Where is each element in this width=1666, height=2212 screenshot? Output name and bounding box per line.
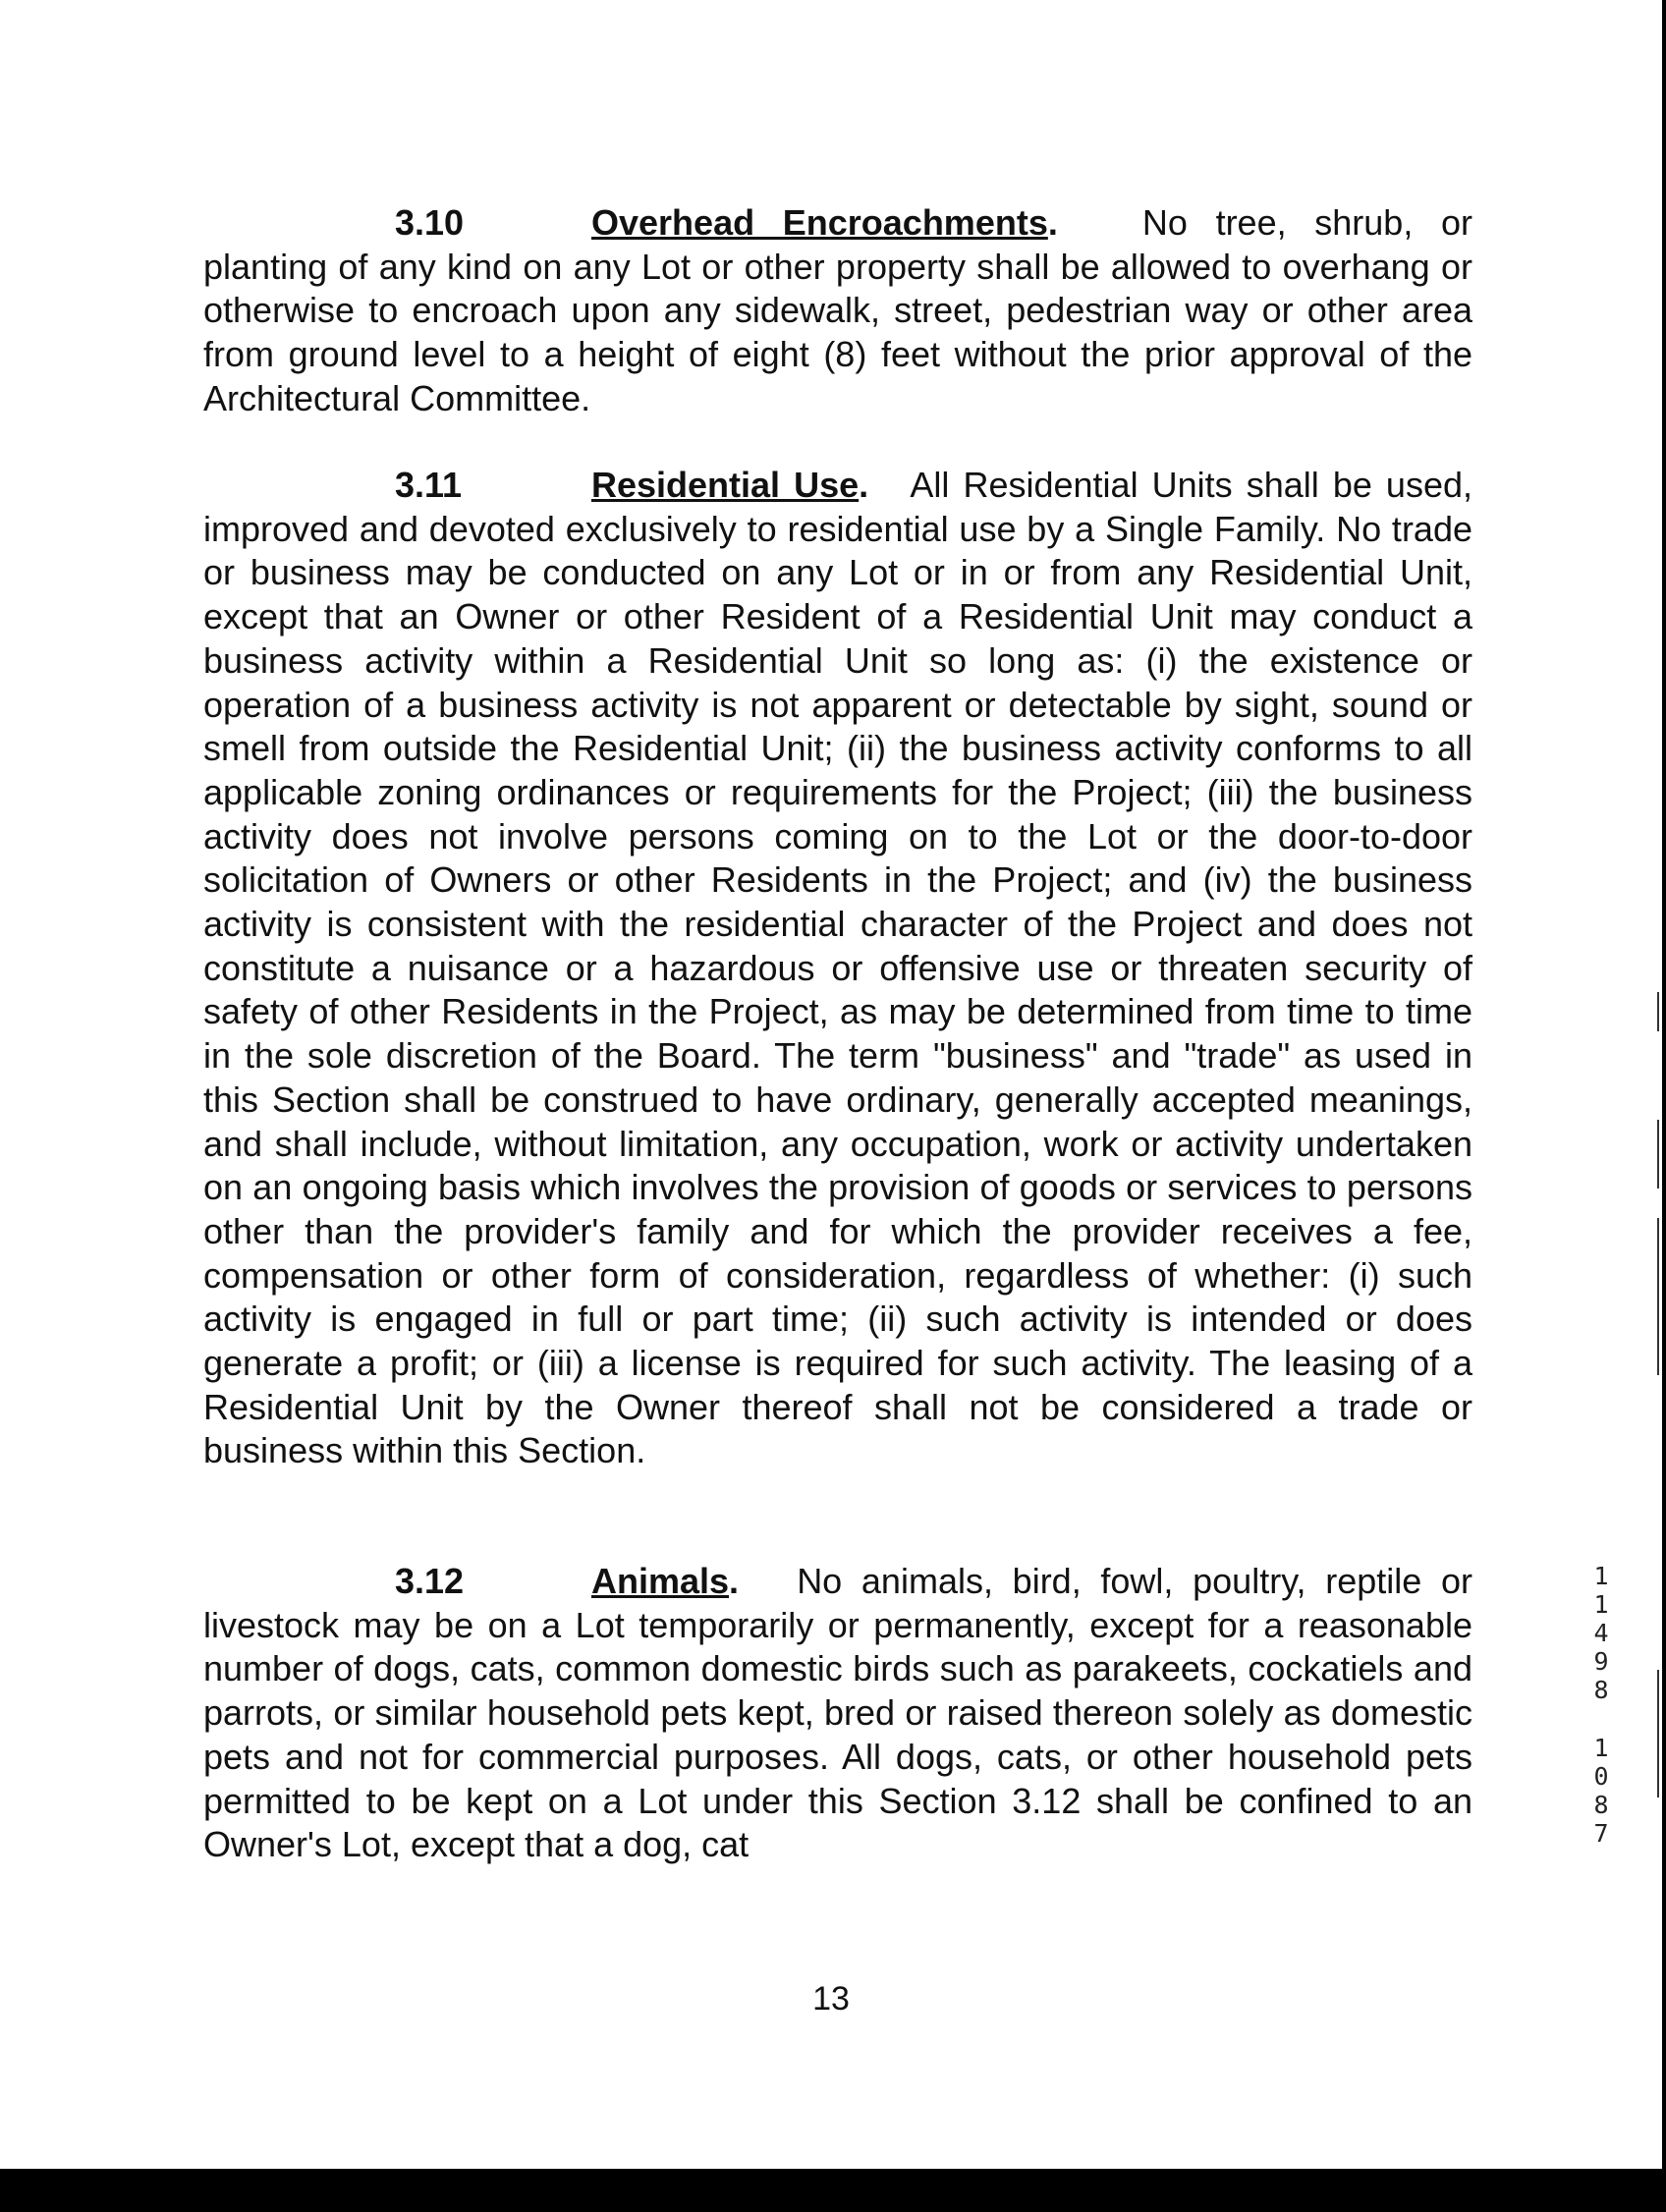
stamp-digit: 1 [1593,1734,1609,1762]
section-body: No tree, shrub, or planting of any kind on any Lot or other property shall be allowed to overhang or otherwise to encroach upon any sidewalk, street, pedestrian way or other area from ground level to a height of eight (8) feet without the prior approval of the Architectural Committee. [203,202,1473,418]
section-paragraph: 3.12 Animals. No animals, bird, fowl, poultry, reptile or livestock may be on a Lot temporarily or permanently, except for a reasonable number of dogs, cats, common domestic birds such as parakeets, cockatiels and parrots, or similar household pets kept, bred or raised thereon solely as domestic pets and not for commercial purposes. All dogs, cats, or other household pets permitted to be kept on a Lot under this Section 3.12 shall be confined to an Owner's Lot, except that a dog, cat [203,1561,1472,1865]
section-title: Residential Use [591,465,860,505]
section-number: 3.12 [395,1561,465,1601]
stamp-digit: 1 [1593,1562,1609,1590]
page-number: 13 [812,1980,850,2018]
section-paragraph: 3.10 Overhead Encroachments. No tree, shrub, or planting of any kind on any Lot or other property shall be allowed to overhang or otherwise to encroach upon any sidewalk, street, pedestrian way or other area from ground level to a height of eight (8) feet without the prior approval of the Architectural Committee. [203,202,1473,418]
margin-stamp [1582,1562,1621,1848]
section-title: Overhead Encroachments [591,202,1048,243]
stamp-digit: 0 [1593,1762,1609,1791]
section-3-12 [203,1560,1472,1867]
section-3-10 [203,201,1472,421]
scan-edge-mark [1657,1120,1659,1189]
section-number: 3.11 [395,465,463,505]
section-body: No animals, bird, fowl, poultry, reptile or livestock may be on a Lot temporarily or permanently, except for a reasonable number of dogs, cats, common domestic birds such as parakeets, cockatiels and parrots, or similar household pets kept, bred or raised thereon solely as domestic pets and not for commercial purposes. All dogs, cats, or other household pets permitted to be kept on a Lot under this Section 3.12 shall be confined to an Owner's Lot, except that a dog, cat [203,1561,1472,1865]
stamp-digit: 8 [1593,1791,1609,1819]
section-3-11 [203,464,1472,1473]
scan-edge-mark [1657,992,1659,1031]
stamp-digit: 9 [1593,1647,1609,1676]
scan-edge-mark [1657,1670,1659,1797]
section-body: All Residential Units shall be used, improved and devoted exclusively to residential use by a Single Family. No trade or business may be conducted on any Lot or in or from any Residential Unit, except that an Owner or other Resident of a Residential Unit may conduct a business activity within a Residential Unit so long as: (i) the existence or operation of a business activity is not apparent or detectable by sight, sound or smell from outside the Residential Unit; (ii) the business activity conforms to all applicable zoning ordinances or requirements for the Project; (iii) the business activity does not involve persons coming on to the Lot or the door-to-door solicitation of Owners or other Residents in the Project; and (iv) the business activity is consistent with the residential character of the Project and does not constitute a nuisance or a hazardous or offensive use or threaten security of safety of other Residents in the Project, as may be determined from time to time in the sole discretion of the Board. The term "business" and "trade" as used in this Section shall be construed to have ordinary, generally accepted meanings, and shall include, without limitation, any occupation, work or activity undertaken on an ongoing basis which involves the provision of goods or services to persons other than the provider's family and for which the provider receives a fee, compensation or other form of consideration, regardless of whether: (i) such activity is engaged in full or part time; (ii) such activity is intended or does generate a profit; or (iii) a license is required for such activity. The leasing of a Residential Unit by the Owner thereof shall not be considered a trade or business within this Section. [203,465,1472,1471]
stamp-digit: 8 [1593,1676,1609,1704]
section-title: Animals [591,1561,730,1601]
stamp-digit: 7 [1593,1819,1609,1848]
stamp-digit: 1 [1593,1590,1609,1619]
scan-edge-mark [1657,1218,1659,1375]
section-paragraph: 3.11 Residential Use. All Residential Units shall be used, improved and devoted exclusively to residential use by a Single Family. No trade or business may be conducted on any Lot or in or from any Residential Unit, except that an Owner or other Resident of a Residential Unit may conduct a business activity within a Residential Unit so long as: (i) the existence or operation of a business activity is not apparent or detectable by sight, sound or smell from outside the Residential Unit; (ii) the business activity conforms to all applicable zoning ordinances or requirements for the Project; (iii) the business activity does not involve persons coming on to the Lot or the door-to-door solicitation of Owners or other Residents in the Project; and (iv) the business activity is consistent with the residential character of the Project and does not constitute a nuisance or a hazardous or offensive use or threaten security of safety of other Residents in the Project, as may be determined from time to time in the sole discretion of the Board. The term "business" and "trade" as used in this Section shall be construed to have ordinary, generally accepted meanings, and shall include, without limitation, any occupation, work or activity undertaken on an ongoing basis which involves the provision of goods or services to persons other than the provider's family and for which the provider receives a fee, compensation or other form of consideration, regardless of whether: (i) such activity is engaged in full or part time; (ii) such activity is intended or does generate a profit; or (iii) a license is required for such activity. The leasing of a Residential Unit by the Owner thereof shall not be considered a trade or business within this Section. [203,465,1472,1471]
section-number: 3.10 [395,202,465,243]
stamp-digit: 4 [1593,1619,1609,1647]
